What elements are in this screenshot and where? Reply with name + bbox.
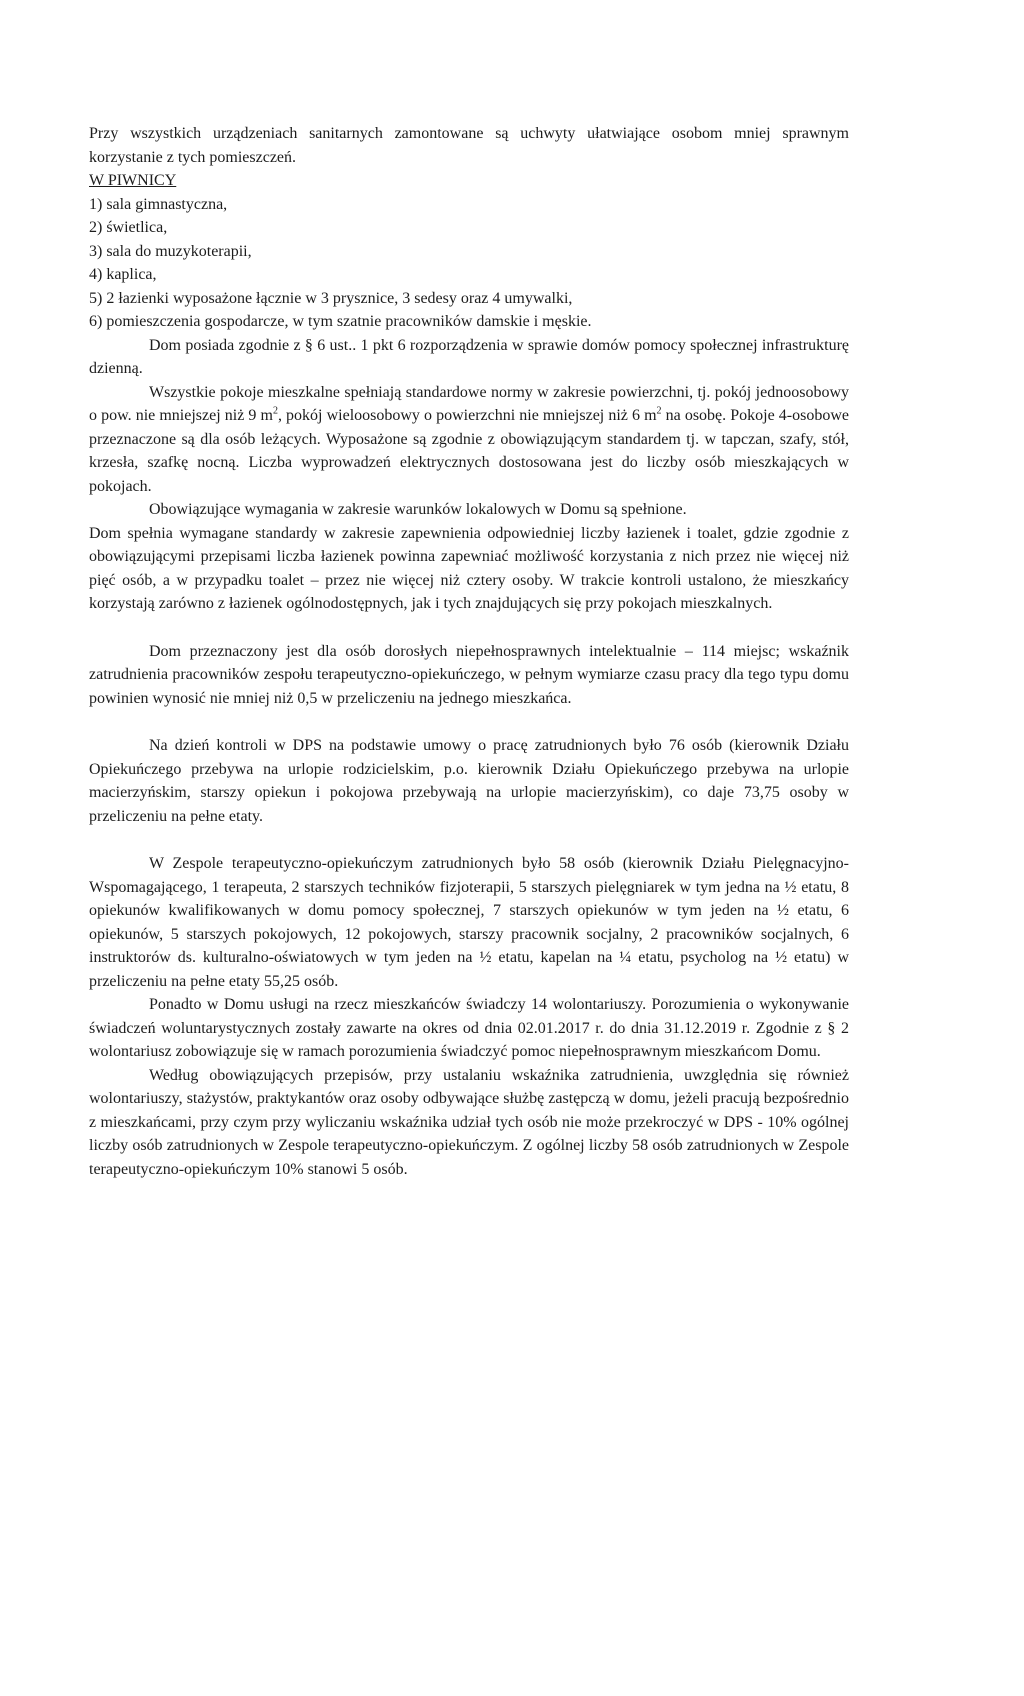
paragraph-day-infrastructure: Dom posiada zgodnie z § 6 ust.. 1 pkt 6 rozporządzenia w sprawie domów pomocy społecznej infrastrukturę dzienną. [89,336,849,377]
paragraph-requirements-met: Obowiązujące wymagania w zakresie warunków lokalowych w Domu są spełnione. [149,501,687,518]
paragraph-staff-count: Na dzień kontroli w DPS na podstawie umowy o pracę zatrudnionych było 76 osób (kierownik Działu Opiekuńczego przebywa na urlopie rodzicielskim, p.o. kierownik Działu Opiekuńczego przebywa na urlopie macierzyńskim, starszy opiekun i pokojowa przebywają na urlopie macierzyńskim), co daje 73,75 osoby w przeliczeniu na pełne etaty. [89,737,849,825]
room-standards-text-b: , pokój wieloosobowy o powierzchni nie mniejszej niż 6 m [277,407,657,424]
spacer [89,616,849,640]
section-heading-basement: W PIWNICY [89,172,177,189]
paragraph-volunteers: Ponadto w Domu usługi na rzecz mieszkańców świadczy 14 wolontariuszy. Porozumienia o wykonywanie świadczeń woluntarystycznych zostały zawarte na okres od dnia 02.01.2017 r. do dnia 31.12.2019 r. Zgodnie z § 2 wolontariusz zobowiązuje się w ramach porozumienia świadczyć pomoc niepełnosprawnym mieszkańcom Domu. [89,996,849,1060]
list-item: 1) sala gimnastyczna, [89,195,228,213]
list-item: 2) świetlica, [89,219,168,236]
superscript-squared: 2 [656,405,662,417]
list-item: 5) 2 łazienki wyposażone łącznie w 3 prysznice, 3 sedesy oraz 4 umywalki, [89,289,573,307]
spacer [89,828,849,852]
paragraph-sanitary-handles: Przy wszystkich urządzeniach sanitarnych zamontowane są uchwyty ułatwiające osobom mniej sprawnym korzystanie z tych pomieszczeń. [89,125,849,166]
paragraph-bathroom-standards: Dom spełnia wymagane standardy w zakresie zapewnienia odpowiedniej liczby łazienek i toalet, gdzie zgodnie z obowiązującymi przepisami liczba łazienek powinna zapewniać możliwość korzystania z nich przez nie więcej niż pięć osób, a w przypadku toalet – przez nie więcej niż cztery osoby. W trakcie kontroli ustalono, że mieszkańcy korzystają zarówno z łazienek ogólnodostępnych, jak i tych znajdujących się przy pokojach mieszkalnych. [89,524,849,612]
list-item: 6) pomieszczenia gospodarcze, w tym szatnie pracowników damskie i męskie. [89,313,592,330]
room-standards-text-c: na osobę. Pokoje 4-osobowe przeznaczone są dla osób leżących. Wyposażone są zgodnie z obowiązującym standardem tj. w tapczan, szafy, stół, krzesła, szafkę nocną. Liczba wyprowadzeń elektrycznych dostosowana jest do liczby osób mieszkających w pokojach. [89,407,850,495]
list-item: 3) sala do muzykoterapii, [89,242,252,260]
document-page [89,122,849,1181]
paragraph-room-standards [89,381,849,499]
paragraph-regulations: Według obowiązujących przepisów, przy ustalaniu wskaźnika zatrudnienia, uwzględnia się również wolontariuszy, stażystów, praktykantów oraz osoby odbywające służbę zastępczą w domu, jeżeli pracują bezpośrednio z mieszkańcami, przy czym przy wyliczaniu wskaźnika udział tych osób nie może przekroczyć w DPS - 10% ogólnej liczby osób zatrudnionych w Zespole terapeutyczno-opiekuńczym. Z ogólnej liczby 58 osób zatrudnionych w Zespole terapeutyczno-opiekuńczym 10% stanowi 5 osób. [89,1066,849,1178]
paragraph-therapy-team: W Zespole terapeutyczno-opiekuńczym zatrudnionych było 58 osób (kierownik Działu Pielęgnacyjno-Wspomagającego, 1 terapeuta, 2 starszych techników fizjoterapii, 5 starszych pielęgniarek w tym jedna na ½ etatu, 8 opiekunów kwalifikowanych w domu pomocy społecznej, 7 starszych opiekunów w tym jeden na ½ etatu, 6 opiekunów, 5 starszych pokojowych, 12 pokojowych, starszy pracownik socjalny, 2 pracowników socjalnych, 6 instruktorów ds. kulturalno-oświatowych w tym jeden na ½ etatu, kapelan na ¼ etatu, psycholog na ½ etatu) w przeliczeniu na pełne etaty 55,25 osób. [89,855,849,990]
list-item: 4) kaplica, [89,266,157,283]
spacer [89,710,849,734]
superscript-squared: 2 [272,405,278,417]
paragraph-employment-ratio: Dom przeznaczony jest dla osób dorosłych niepełnosprawnych intelektualnie – 114 miejsc; wskaźnik zatrudnienia pracowników zespołu terapeutyczno-opiekuńczego, w pełnym wymiarze czasu pracy dla tego typu domu powinien wynosić nie mniej niż 0,5 w przeliczeniu na jednego mieszkańca. [89,642,849,707]
room-standards-text-a: Wszystkie pokoje mieszkalne spełniają standardowe normy w zakresie powierzchni, tj. pokój jednoosobowy o pow. nie mniejszej niż 9 m [89,383,849,424]
basement-rooms-list [89,193,849,334]
